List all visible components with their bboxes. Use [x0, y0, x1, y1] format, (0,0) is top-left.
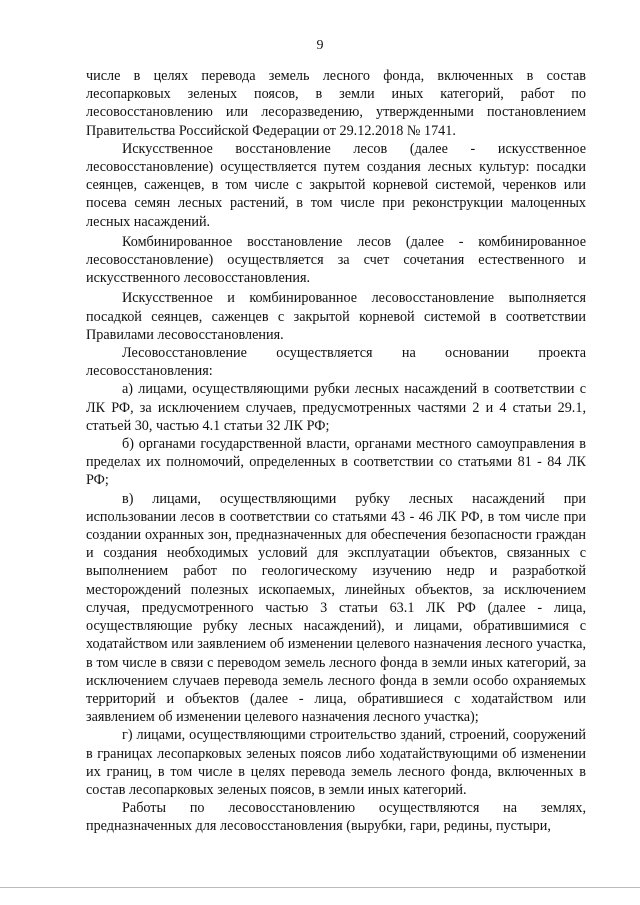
paragraph: Комбинированное восстановление лесов (далее - комбинированное лесовосстановление) осуществляется за счет сочетания естественного и искусственного лесовосстановления. [86, 233, 586, 287]
paragraph: Искусственное и комбинированное лесовосстановление выполняется посадкой сеянцев, саженцев с закрытой корневой системой в соответствии Правилами лесовосстановления. [86, 290, 586, 343]
page-edge-divider [0, 887, 640, 888]
page-number: 9 [316, 38, 324, 53]
list-item: г) лицами, осуществляющими строительство зданий, строений, сооружений в границах лесопарковых зеленых поясов либо ходатайствующими об изменении их границ, в том числе в целях перевода земель лесного фонда, включенных в состав лесопарковых зеленых поясов, в земли иных категорий. [86, 727, 586, 798]
document-body [86, 67, 586, 836]
list-item: в) лицами, осуществляющими рубку лесных насаждений при использовании лесов в соответствии со статьями 43 - 46 ЛК РФ, в том числе при создании охранных зон, предназначенных для обеспечения безопасности граждан и создания необходимых условий для эксплуатации объектов, связанных с выполнением работ по геологическому изучению недр и разработкой месторождений полезных ископаемых, линейных объектов, за исключением случая, предусмотренного частью 3 статьи 63.1 ЛК РФ (далее - лица, осуществляющие рубку лесных насаждений), и лицами, обратившимися с ходатайством или заявлением об изменении целевого назначения лесного участка, в том числе в связи с переводом земель лесного фонда в земли иных категорий, за исключением случаев перевода земель лесного фонда в земли особо охраняемых территорий и объектов (далее - лица, обратившиеся с ходатайством или заявлением об изменении целевого назначения лесного участка); [86, 490, 586, 726]
list-item: а) лицами, осуществляющими рубки лесных насаждений в соответствии с ЛК РФ, за исключением случаев, предусмотренных частями 2 и 4 статьи 29.1, статьей 30, частью 4.1 статьи 32 ЛК РФ; [86, 381, 586, 434]
paragraph: Искусственное восстановление лесов (далее - искусственное лесовосстановление) осуществляется путем создания лесных культур: посадки сеянцев, саженцев, в том числе с закрытой корневой системой, черенков или посева семян лесных растений, в том числе при реконструкции малоценных лесных насаждений. [86, 140, 586, 230]
paragraph: Работы по лесовосстановлению осуществляются на землях, предназначенных для лесовосстановления (вырубки, гари, редины, пустыри, [86, 800, 586, 835]
paragraph: числе в целях перевода земель лесного фонда, включенных в состав лесопарковых зеленых поясов, в земли иных категорий, работ по лесовосстановлению или лесоразведению, утвержденными постановлением Правительства Российской Федерации от 29.12.2018 № 1741. [86, 68, 586, 139]
list-item: б) органами государственной власти, органами местного самоуправления в пределах их полномочий, определенных в соответствии со статьями 81 - 84 ЛК РФ; [86, 436, 586, 489]
paragraph: Лесовосстановление осуществляется на основании проекта лесовосстановления: [86, 345, 586, 380]
